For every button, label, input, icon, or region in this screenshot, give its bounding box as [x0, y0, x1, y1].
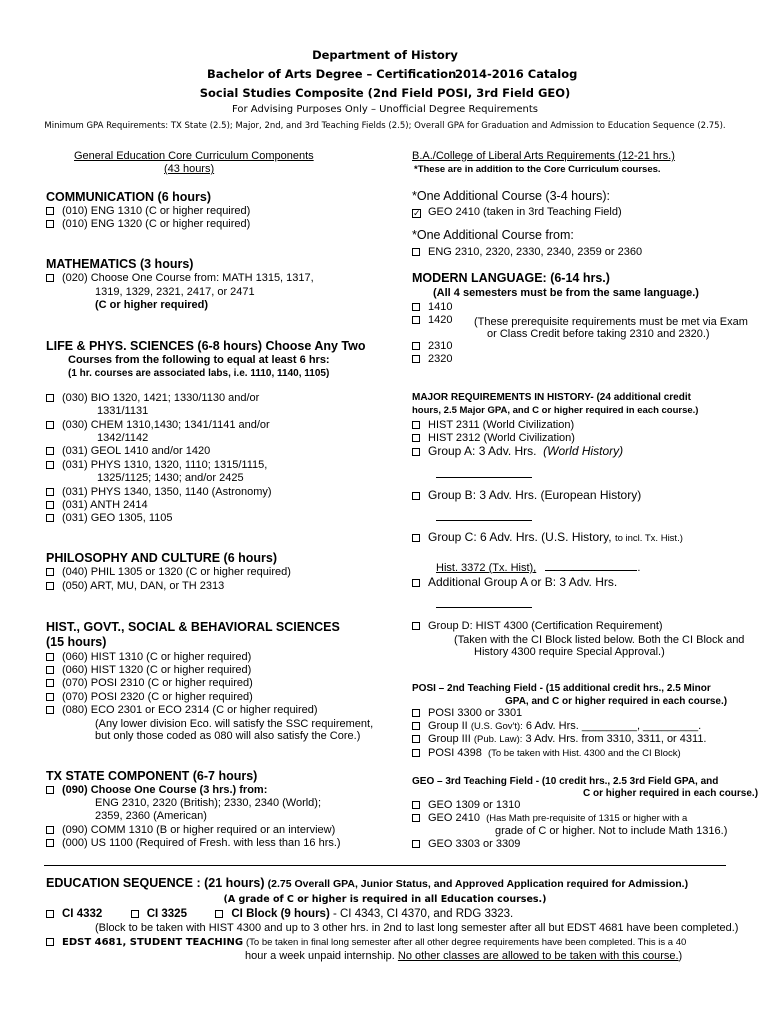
- list-item: (040) PHIL 1305 or 1320 (C or higher required): [46, 566, 291, 579]
- list-item: GEO 3303 or 3309: [412, 838, 520, 851]
- list-item: 1410: [412, 301, 452, 314]
- hist-3372: Hist. 3372 (Tx. Hist), .: [436, 562, 641, 574]
- catalog-year: 2014-2016 Catalog: [455, 67, 578, 81]
- list-item: HIST 2311 (World Civilization): [412, 419, 574, 432]
- checkbox[interactable]: [412, 749, 420, 757]
- checkbox[interactable]: [46, 394, 54, 402]
- advising-note: For Advising Purposes Only – Unofficial Degree Requirements: [231, 104, 539, 115]
- list-item: Group A: 3 Adv. Hrs. (World History): [412, 445, 623, 458]
- language-note: or Class Credit before taking 2310 and 2320.): [487, 328, 710, 340]
- list-item: ENG 2310, 2320, 2330, 2340, 2359 or 2360: [412, 246, 642, 259]
- hist-note: (Any lower division Eco. will satisfy the SSC requirement,: [95, 718, 374, 730]
- checkbox[interactable]: [412, 579, 420, 587]
- checkbox[interactable]: [46, 461, 54, 469]
- list-item: Additional Group A or B: 3 Adv. Hrs.: [412, 576, 617, 589]
- checkbox[interactable]: [412, 316, 420, 324]
- major-title-2: hours, 2.5 Major GPA, and C or higher required in each course.): [412, 405, 699, 416]
- hist-govt-title: HIST., GOVT., SOCIAL & BEHAVIORAL SCIENCES: [46, 620, 340, 634]
- additional-course-title-2: *One Additional Course from:: [412, 228, 574, 242]
- modern-language-title: MODERN LANGUAGE: (6-14 hrs.): [412, 271, 610, 285]
- checkbox[interactable]: [412, 840, 420, 848]
- mathematics-title: MATHEMATICS (3 hours): [46, 257, 194, 271]
- edst-row: EDST 4681, STUDENT TEACHING (To be taken in final long semester after all other degree requirements have been completed. This is a 40: [46, 936, 686, 949]
- list-item-cont: 1331/1131: [97, 405, 149, 417]
- checkbox[interactable]: [412, 814, 420, 822]
- checkbox[interactable]: [412, 421, 420, 429]
- checkbox[interactable]: [412, 248, 420, 256]
- list-item: (000) US 1100 (Required of Fresh. with less than 16 hrs.): [46, 837, 341, 850]
- checkbox[interactable]: [215, 910, 223, 918]
- checkbox[interactable]: [46, 679, 54, 687]
- checkbox[interactable]: [46, 501, 54, 509]
- list-item: GEO 1309 or 1310: [412, 799, 520, 812]
- list-item-cont: 1319, 1329, 2321, 2417, or 2471: [95, 286, 255, 298]
- life-sub2: (1 hr. courses are associated labs, i.e. 1110, 1140, 1105): [68, 368, 330, 379]
- hist-note: but only those coded as 080 will also satisfy the Core.): [95, 730, 361, 742]
- hist-govt-hours: (15 hours): [46, 635, 107, 649]
- list-item: (031) GEOL 1410 and/or 1420: [46, 445, 210, 458]
- list-item: POSI 3300 or 3301: [412, 707, 522, 720]
- communication-title: COMMUNICATION (6 hours): [46, 190, 212, 204]
- group-d-note: (Taken with the CI Block listed below. Both the CI Block and: [454, 634, 745, 646]
- list-item: (030) CHEM 1310,1430; 1341/1141 and/or: [46, 419, 270, 432]
- block-note: (Block to be taken with HIST 4300 and up to 3 other hrs. in 2nd to last long semester after all but EDST 4681 have been completed.): [95, 922, 739, 934]
- checkbox[interactable]: [412, 722, 420, 730]
- list-item-cont: (C or higher required): [95, 299, 209, 311]
- checkbox[interactable]: [412, 342, 420, 350]
- checkbox[interactable]: [131, 910, 139, 918]
- list-item: (090) Choose One Course (3 hrs.) from:: [46, 784, 267, 797]
- list-item: (030) BIO 1320, 1421; 1330/1130 and/or: [46, 392, 259, 405]
- philosophy-title: PHILOSOPHY AND CULTURE (6 hours): [46, 551, 278, 565]
- major-title: MAJOR REQUIREMENTS IN HISTORY- (24 additional credit: [412, 392, 691, 403]
- list-item: Group II (U.S. Gov't): 6 Adv. Hrs. _________, _________.: [412, 720, 701, 733]
- checkbox[interactable]: [412, 448, 420, 456]
- checkbox[interactable]: [46, 274, 54, 282]
- list-item: (020) Choose One Course from: MATH 1315, 1317,: [46, 272, 314, 285]
- ba-requirements-title: B.A./College of Liberal Arts Requirements (12-21 hrs.): [412, 150, 675, 162]
- list-item: (031) PHYS 1340, 1350, 1140 (Astronomy): [46, 486, 272, 499]
- list-item: GEO 2410 (Has Math pre-requisite of 1315 or higher with a: [412, 812, 687, 825]
- degree-title: Bachelor of Arts Degree – Certification: [207, 67, 457, 81]
- list-item-cont: 1325/1125; 1430; and/or 2425: [97, 472, 244, 484]
- checkbox[interactable]: [412, 355, 420, 363]
- list-item: Group B: 3 Adv. Hrs. (European History): [412, 489, 641, 502]
- checkbox[interactable]: [46, 568, 54, 576]
- language-sub: (All 4 semesters must be from the same language.): [433, 287, 699, 299]
- ba-requirements-sub: *These are in addition to the Core Curriculum courses.: [414, 164, 661, 175]
- list-item: 2320: [412, 353, 452, 366]
- checkbox[interactable]: [46, 582, 54, 590]
- geo-title: GEO – 3rd Teaching Field - (10 credit hrs., 2.5 3rd Field GPA, and: [412, 776, 719, 787]
- checkbox[interactable]: [46, 706, 54, 714]
- list-item: (050) ART, MU, DAN, or TH 2313: [46, 580, 224, 593]
- list-item: (031) ANTH 2414: [46, 499, 148, 512]
- list-item: (060) HIST 1320 (C or higher required): [46, 664, 251, 677]
- core-hours: (43 hours): [164, 163, 215, 175]
- tx-state-title: TX STATE COMPONENT (6-7 hours): [46, 769, 258, 783]
- list-item-cont: 2359, 2360 (American): [95, 810, 207, 822]
- group-d-note: History 4300 require Special Approval.): [474, 646, 665, 658]
- list-item: (080) ECO 2301 or ECO 2314 (C or higher required): [46, 704, 318, 717]
- posi-title: POSI – 2nd Teaching Field - (15 additional credit hrs., 2.5 Minor: [412, 683, 711, 694]
- dept-title: Department of History: [312, 48, 458, 62]
- list-item: (010) ENG 1310 (C or higher required): [46, 205, 250, 218]
- gpa-requirements: Minimum GPA Requirements: TX State (2.5); Major, 2nd, and 3rd Teaching Fields (2.5); Overall GPA for Graduation and Admission to Education Sequence (2.75).: [44, 121, 726, 131]
- list-item: HIST 2312 (World Civilization): [412, 432, 575, 445]
- list-item: Group D: HIST 4300 (Certification Requirement): [412, 620, 663, 633]
- checkbox[interactable]: [46, 653, 54, 661]
- list-item-cont: ENG 2310, 2320 (British); 2330, 2340 (World);: [95, 797, 322, 809]
- checkbox[interactable]: [46, 693, 54, 701]
- checkbox[interactable]: [412, 709, 420, 717]
- blank-line[interactable]: [436, 520, 532, 521]
- checkbox[interactable]: [412, 534, 420, 542]
- list-item: (090) COMM 1310 (B or higher required or an interview): [46, 824, 335, 837]
- checkbox[interactable]: [412, 622, 420, 630]
- blank-line[interactable]: [436, 477, 532, 478]
- list-item: (070) POSI 2310 (C or higher required): [46, 677, 253, 690]
- checkbox[interactable]: [46, 421, 54, 429]
- checkbox[interactable]: [412, 735, 420, 743]
- checkbox[interactable]: [46, 666, 54, 674]
- list-item: 2310: [412, 340, 452, 353]
- ci-courses-row: CI 4332 CI 3325 CI Block (9 hours) - CI 4343, CI 4370, and RDG 3323.: [46, 908, 513, 921]
- list-item-cont: 1342/1142: [97, 432, 149, 444]
- checkbox[interactable]: [46, 786, 54, 794]
- life-sciences-title: LIFE & PHYS. SCIENCES (6-8 hours) Choose Any Two: [46, 339, 366, 353]
- blank-line[interactable]: [436, 607, 532, 608]
- checkbox[interactable]: [46, 938, 54, 946]
- life-sub: Courses from the following to equal at least 6 hrs:: [68, 354, 330, 366]
- checkbox[interactable]: [46, 488, 54, 496]
- geo-note: grade of C or higher. Not to include Math 1316.): [495, 825, 728, 837]
- core-title: General Education Core Curriculum Components: [74, 150, 314, 162]
- checkbox[interactable]: [46, 447, 54, 455]
- education-title: EDUCATION SEQUENCE : (21 hours) (2.75 Overall GPA, Junior Status, and Approved Application required for Admission.): [46, 876, 689, 890]
- list-item: (060) HIST 1310 (C or higher required): [46, 651, 251, 664]
- language-note: (These prerequisite requirements must be met via Exam: [474, 316, 748, 328]
- checkbox[interactable]: [46, 910, 54, 918]
- checkbox[interactable]: [412, 801, 420, 809]
- checkbox[interactable]: [46, 839, 54, 847]
- geo-title-2: C or higher required in each course.): [583, 788, 759, 799]
- checkbox[interactable]: [412, 492, 420, 500]
- list-item: 1420: [412, 314, 452, 327]
- list-item: (010) ENG 1320 (C or higher required): [46, 218, 250, 231]
- list-item: (031) PHYS 1310, 1320, 1110; 1315/1115,: [46, 459, 267, 472]
- list-item: (070) POSI 2320 (C or higher required): [46, 691, 253, 704]
- list-item: POSI 4398 (To be taken with Hist. 4300 and the CI Block): [412, 747, 681, 760]
- composite-title: Social Studies Composite (2nd Field POSI, 3rd Field GEO): [199, 86, 571, 100]
- checked-checkbox[interactable]: ✓: [413, 208, 421, 218]
- additional-course-title: *One Additional Course (3-4 hours):: [412, 189, 611, 203]
- posi-title-2: GPA, and C or higher required in each course.): [505, 696, 728, 707]
- checkbox[interactable]: [412, 303, 420, 311]
- list-item: (031) GEO 1305, 1105: [46, 512, 172, 525]
- list-item: Group III (Pub. Law): 3 Adv. Hrs. from 3310, 3311, or 4311.: [412, 733, 707, 746]
- checkbox[interactable]: [46, 514, 54, 522]
- education-sub: (A grade of C or higher is required in all Education courses.): [223, 894, 547, 905]
- list-item: ✓ GEO 2410 (taken in 3rd Teaching Field): [413, 206, 622, 218]
- checkbox[interactable]: [46, 207, 54, 215]
- checkbox[interactable]: [46, 220, 54, 228]
- checkbox[interactable]: [46, 826, 54, 834]
- checkbox[interactable]: [412, 434, 420, 442]
- divider: [44, 865, 726, 866]
- list-item: Group C: 6 Adv. Hrs. (U.S. History, to incl. Tx. Hist.): [412, 531, 683, 545]
- edst-note: hour a week unpaid internship. No other classes are allowed to be taken with this course.): [245, 950, 683, 962]
